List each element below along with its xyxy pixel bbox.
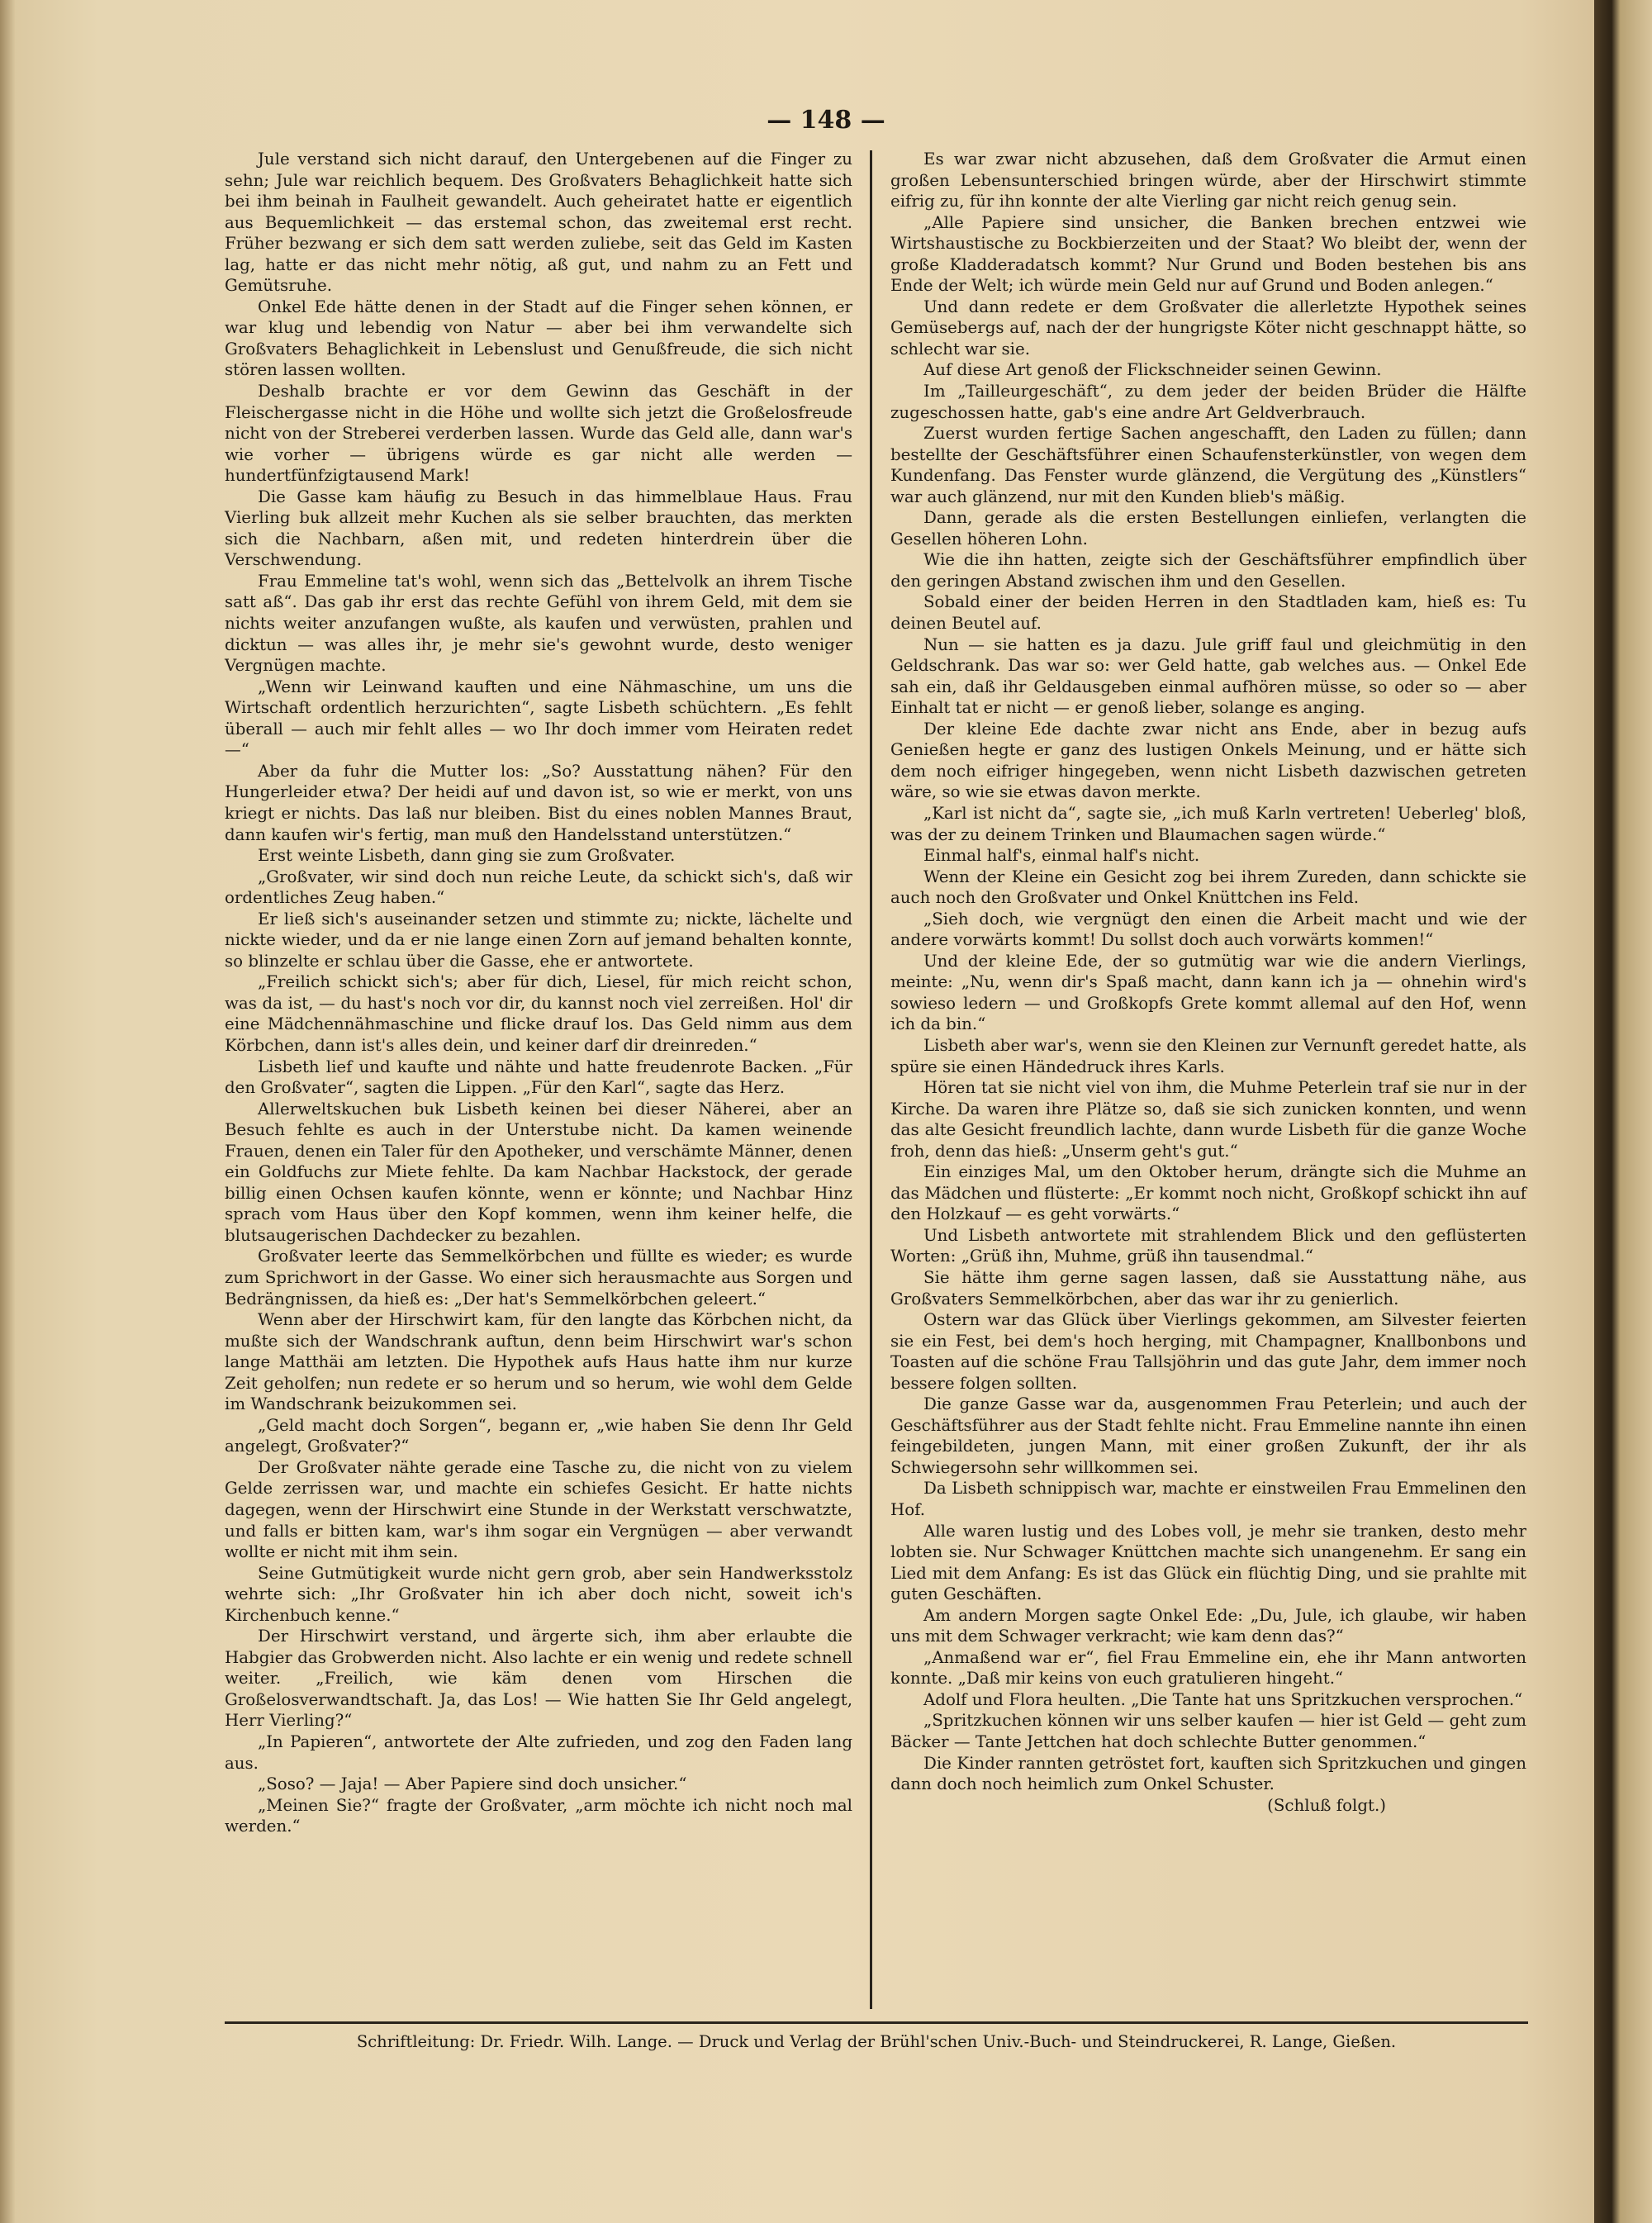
paragraph: Jule verstand sich nicht darauf, den Untergebenen auf die Finger zu sehn; Jule war reichlich bequem. Des Großvaters Behaglichkeit hatte sich bei ihm beinah in Faulheit gewandelt. Auch geheiratet hatte er eigentlich aus Bequemlichkeit — das erstemal schon, das zweitemal erst recht. Früher bezwang er sich dem satt werden zuliebe, seit das Geld im Kasten lag, hatte er das nicht mehr nötig, aß gut, und nahm zu an Fett und Gemütsruhe.	[225, 150, 852, 296]
paragraph: „Sieh doch, wie vergnügt den einen die Arbeit macht und wie der andere vorwärts kommt! Du sollst doch auch vorwärts kommen!“	[890, 909, 1526, 950]
paragraph: Und dann redete er dem Großvater die allerletzte Hypothek seines Gemüsebergs auf, nach der der hungrigste Köter nicht geschnappt hätte, so schlecht war sie.	[890, 297, 1526, 359]
paragraph: Großvater leerte das Semmelkörbchen und füllte es wieder; es wurde zum Sprichwort in der Gasse. Wo einer sich herausmachte aus Sorgen und Bedrängnissen, da hieß es: „Der hat's Semmelkörbchen geleert.“	[225, 1247, 852, 1309]
paragraph: „Meinen Sie?“ fragte der Großvater, „arm möchte ich nicht noch mal werden.“	[225, 1795, 852, 1836]
paragraph: „Spritzkuchen können wir uns selber kaufen — hier ist Geld — geht zum Bäcker — Tante Jettchen hat doch schlechte Butter genommen.“	[890, 1711, 1526, 1752]
paragraph: Der Großvater nähte gerade eine Tasche zu, die nicht von zu vielem Gelde zerrissen war, und machte ein schiefes Gesicht. Er hatte nichts dagegen, wenn der Hirschwirt eine Stunde in der Werkstatt verschwatzte, und falls er bitten kam, war's ihm sogar ein Vergnügen — aber verwandt wollte er nicht mit ihm sein.	[225, 1457, 852, 1562]
paragraph: Zuerst wurden fertige Sachen angeschafft, den Laden zu füllen; dann bestellte der Geschäftsführer einen Schaufensterkünstler, von wegen dem Kundenfang. Das Fenster wurde glänzend, die Vergütung des „Künstlers“ war auch glänzend, nur mit den Kunden blieb's mäßig.	[890, 424, 1526, 506]
paragraph: Aber da fuhr die Mutter los: „So? Ausstattung nähen? Für den Hungerleider etwa? Der heidi auf und davon ist, so wie er merkt, von uns kriegt er nichts. Das laß nur bleiben. Bist du eines noblen Mannes Braut, dann kaufen wir's fertig, man muß den Handelsstand unterstützen.“	[225, 761, 852, 844]
column-divider	[870, 150, 872, 2009]
paragraph: Und Lisbeth antwortete mit strahlendem Blick und den geflüsterten Worten: „Grüß ihn, Muhme, grüß ihn tausendmal.“	[890, 1225, 1526, 1266]
paragraph: Adolf und Flora heulten. „Die Tante hat uns Spritzkuchen versprochen.“	[923, 1689, 1523, 1709]
paragraph: „Großvater, wir sind doch nun reiche Leute, da schickt sich's, daß wir ordentliches Zeug haben.“	[225, 867, 852, 908]
paragraph: Seine Gutmütigkeit wurde nicht gern grob, aber sein Handwerksstolz wehrte sich: „Ihr Großvater hin ich aber doch nicht, soweit ich's Kirchenbuch kenne.“	[225, 1563, 852, 1625]
paragraph: Allerweltskuchen buk Lisbeth keinen bei dieser Näherei, aber an Besuch fehlte es auch in der Unterstube nicht. Da kamen weinende Frauen, denen ein Taler für den Apotheker, und verschämte Männer, denen ein Goldfuchs zur Miete fehlte. Da kam Nachbar Hackstock, der gerade billig einen Ochsen kaufen könnte, wenn er könnte; und Nachbar Hinz sprach vom Haus über den Kopf kommen, wenn ihm keiner helfe, die blutsaugerischen Dachdecker zu bezahlen.	[225, 1099, 852, 1245]
paragraph: Da Lisbeth schnippisch war, machte er einstweilen Frau Emmelinen den Hof.	[890, 1479, 1526, 1519]
paragraph: Am andern Morgen sagte Onkel Ede: „Du, Jule, ich glaube, wir haben uns mit dem Schwager verkracht; wie kam denn das?“	[890, 1605, 1526, 1646]
paragraph: Der kleine Ede dachte zwar nicht ans Ende, aber in bezug aufs Genießen hegte er ganz des lustigen Onkels Meinung, und er hätte sich dem noch eifriger hingegeben, wenn nicht Lisbeth dazwischen getreten wäre, so wie sie etwas davon merkte.	[890, 719, 1526, 802]
paragraph: Und der kleine Ede, der so gutmütig war wie die andern Vierlings, meinte: „Nu, wenn dir's Spaß macht, dann kann ich ja — ohnehin wird's sowieso ledern — und Großkopfs Grete kommt allemal auf den Hof, wenn ich da bin.“	[890, 951, 1526, 1034]
paragraph: „Soso? — Jaja! — Aber Papiere sind doch unsicher.“	[258, 1774, 687, 1794]
paragraph: Einmal half's, einmal half's nicht.	[923, 846, 1200, 866]
paragraph: „Anmaßend war er“, fiel Frau Emmeline ein, ehe ihr Mann antworten konnte. „Daß mir keins von euch gratulieren hingeht.“	[890, 1647, 1526, 1689]
continuation-note: (Schluß folgt.)	[1267, 1795, 1386, 1815]
paragraph: „Wenn wir Leinwand kauften und eine Nähmaschine, um uns die Wirtschaft ordentlich herzurichten“, sagte Lisbeth schüchtern. „Es fehlt überall — auch mir fehlt alles — wo Ihr doch immer vom Heiraten redet —“	[225, 677, 852, 760]
paragraph: Er ließ sich's auseinander setzen und stimmte zu; nickte, lächelte und nickte wieder, und da er nie lange einen Zorn auf jemand behalten konnte, so blinzelte er schlau über die Gasse, ehe er antwortete.	[225, 909, 852, 971]
paragraph: Erst weinte Lisbeth, dann ging sie zum Großvater.	[258, 846, 676, 866]
paragraph: Die ganze Gasse war da, ausgenommen Frau Peterlein; und auch der Geschäftsführer aus der Stadt fehlte nicht. Frau Emmeline nannte ihn einen feingebildeten, jungen Mann, mit einer großen Zukunft, der ihr als Schwiegersohn sehr willkommen sei.	[890, 1394, 1526, 1477]
footer-rule	[225, 2021, 1528, 2024]
paragraph: „Geld macht doch Sorgen“, begann er, „wie haben Sie denn Ihr Geld angelegt, Großvater?“	[225, 1415, 852, 1456]
paragraph: Lisbeth aber war's, wenn sie den Kleinen zur Vernunft geredet hatte, als spüre sie einen Händedruck ihres Karls.	[890, 1035, 1526, 1076]
paragraph: „Freilich schickt sich's; aber für dich, Liesel, für mich reicht schon, was da ist, — du hast's noch vor dir, du kannst noch viel zerreißen. Hol' dir eine Mädchennähmaschine und flicke drauf los. Das Geld nimm aus dem Körbchen, dann ist's alles dein, und keiner darf dir dreinreden.“	[225, 972, 852, 1055]
paragraph: „Alle Papiere sind unsicher, die Banken brechen entzwei wie Wirtshaustische zu Bockbierzeiten und der Staat? Wo bleibt der, wenn der große Kladderadatsch kommt? Nur Grund und Boden bestehen bis ans Ende der Welt; ich würde mein Geld nur auf Grund und Boden anlegen.“	[890, 212, 1526, 296]
paragraph: Ostern war das Glück über Vierlings gekommen, am Silvester feierten sie ein Fest, bei dem's hoch herging, mit Champagner, Knallbonbons und Toasten auf die schöne Frau Tallsjöhrin und das gute Jahr, dem immer noch bessere folgen sollten.	[890, 1310, 1526, 1393]
paragraph: Ein einziges Mal, um den Oktober herum, drängte sich die Muhme an das Mädchen und flüsterte: „Er kommt noch nicht, Großkopf schickt ihn auf den Holzkauf — es geht vorwärts.“	[890, 1162, 1526, 1224]
paragraph: Sie hätte ihm gerne sagen lassen, daß sie Ausstattung nähe, aus Großvaters Semmelkörbchen, aber das war ihr zu genierlich.	[890, 1267, 1526, 1309]
paragraph: Onkel Ede hätte denen in der Stadt auf die Finger sehen können, er war klug und lebendig von Natur — aber bei ihm verwandelte sich Großvaters Behaglichkeit in Lebenslust und Genußfreude, die sich nicht stören lassen wollten.	[225, 297, 852, 380]
binding-gutter	[1594, 0, 1652, 2223]
paragraph: „Karl ist nicht da“, sagte sie, „ich muß Karln vertreten! Ueberleg' bloß, was der zu deinem Trinken und Blaumachen sagen würde.“	[890, 803, 1526, 844]
paragraph: Nun — sie hatten es ja dazu. Jule griff faul und gleichmütig in den Geldschrank. Das war so: wer Geld hatte, gab welches aus. — Onkel Ede sah ein, daß ihr Geldausgeben einmal aufhören müsse, so oder so — aber Einhalt tat er nicht — er genoß lieber, solange es anging.	[890, 634, 1526, 718]
paragraph: Frau Emmeline tat's wohl, wenn sich das „Bettelvolk an ihrem Tische satt aß“. Das gab ihr erst das rechte Gefühl von ihrem Geld, mit dem sie nichts weiter anzufangen wußte, als kaufen und verwüsten, prahlen und dicktun — was alles ihr, je mehr sie's gewohnt wurde, desto weniger Vergnügen machte.	[225, 571, 852, 676]
paragraph: Wie die ihn hatten, zeigte sich der Geschäftsführer empfindlich über den geringen Abstand zwischen ihm und den Gesellen.	[890, 550, 1526, 591]
paragraph: Auf diese Art genoß der Flickschneider seinen Gewinn.	[923, 360, 1382, 380]
paragraph: Sobald einer der beiden Herren in den Stadtladen kam, hieß es: Tu deinen Beutel auf.	[890, 592, 1526, 634]
page-number: — 148 —	[767, 106, 885, 135]
paragraph: Im „Tailleurgeschäft“, zu dem jeder der beiden Brüder die Hälfte zugeschossen hatte, gab's eine andre Art Geldverbrauch.	[890, 382, 1526, 422]
imprint-footer: Schriftleitung: Dr. Friedr. Wilh. Lange. — Druck und Verlag der Brühl'schen Univ.-Buch- und Steindruckerei, R. Lange, Gießen.	[356, 2032, 1397, 2051]
paragraph: Wenn aber der Hirschwirt kam, für den langte das Körbchen nicht, da mußte sich der Wandschrank auftun, denn beim Hirschwirt war's schon lange Matthäi am letzten. Die Hypothek aufs Haus hatte ihm nur kurze Zeit geholfen; nun redete er so herum und so herum, wie wohl dem Gelde im Wandschrank beizukommen sei.	[225, 1310, 852, 1414]
right-column	[890, 149, 1526, 1816]
paragraph: Hören tat sie nicht viel von ihm, die Muhme Peterlein traf sie nur in der Kirche. Da waren ihre Plätze so, daß sie sich zunicken konnten, und wenn das alte Gesicht freundlich lachte, dann wurde Lisbeth für die ganze Woche froh, denn das hieß: „Unserm geht's gut.“	[890, 1078, 1526, 1161]
paragraph: Deshalb brachte er vor dem Gewinn das Geschäft in der Fleischergasse nicht in die Höhe und wollte sich jetzt die Großelosfreude nicht von der Streberei verderben lassen. Wurde das Geld alle, dann war's wie vorher — übrigens würde es gar nicht alle werden — hundertfünfzigtausend Mark!	[225, 382, 852, 486]
paragraph: Die Gasse kam häufig zu Besuch in das himmelblaue Haus. Frau Vierling buk allzeit mehr Kuchen als sie selber brauchten, das merkten sich die Nachbarn, aßen mit, und redeten hinterdrein über die Verschwendung.	[225, 487, 852, 570]
paragraph: Wenn der Kleine ein Gesicht zog bei ihrem Zureden, dann schickte sie auch noch den Großvater und Onkel Knüttchen ins Feld.	[890, 867, 1526, 908]
paragraph: Alle waren lustig und des Lobes voll, je mehr sie tranken, desto mehr lobten sie. Nur Schwager Knüttchen machte sich unangenehm. Er sang ein Lied mit dem Anfang: Es ist das Glück ein flüchtig Ding, und sie prahlte mit guten Geschäften.	[890, 1521, 1526, 1604]
paragraph: Dann, gerade als die ersten Bestellungen einliefen, verlangten die Gesellen höheren Lohn.	[890, 508, 1526, 549]
paragraph: Die Kinder rannten getröstet fort, kauften sich Spritzkuchen und gingen dann doch noch heimlich zum Onkel Schuster.	[890, 1753, 1526, 1794]
page-left-edge	[0, 0, 15, 2223]
paragraph: Es war zwar nicht abzusehen, daß dem Großvater die Armut einen großen Lebensunterschied bringen würde, aber der Hirschwirt stimmte eifrig zu, für ihn konnte der alte Vierling gar nicht reich genug sein.	[890, 150, 1526, 211]
paragraph: „In Papieren“, antwortete der Alte zufrieden, und zog den Faden lang aus.	[225, 1732, 852, 1773]
paragraph: Der Hirschwirt verstand, und ärgerte sich, ihm aber erlaubte die Habgier das Grobwerden nicht. Also lachte er ein wenig und redete schnell weiter. „Freilich, wie käm denen vom Hirschen die Großelosverwandtschaft. Ja, das Los! — Wie hatten Sie Ihr Geld angelegt, Herr Vierling?“	[225, 1627, 852, 1731]
paragraph: Lisbeth lief und kaufte und nähte und hatte freudenrote Backen. „Für den Großvater“, sagten die Lippen. „Für den Karl“, sagte das Herz.	[225, 1057, 852, 1098]
left-column	[225, 149, 852, 1837]
